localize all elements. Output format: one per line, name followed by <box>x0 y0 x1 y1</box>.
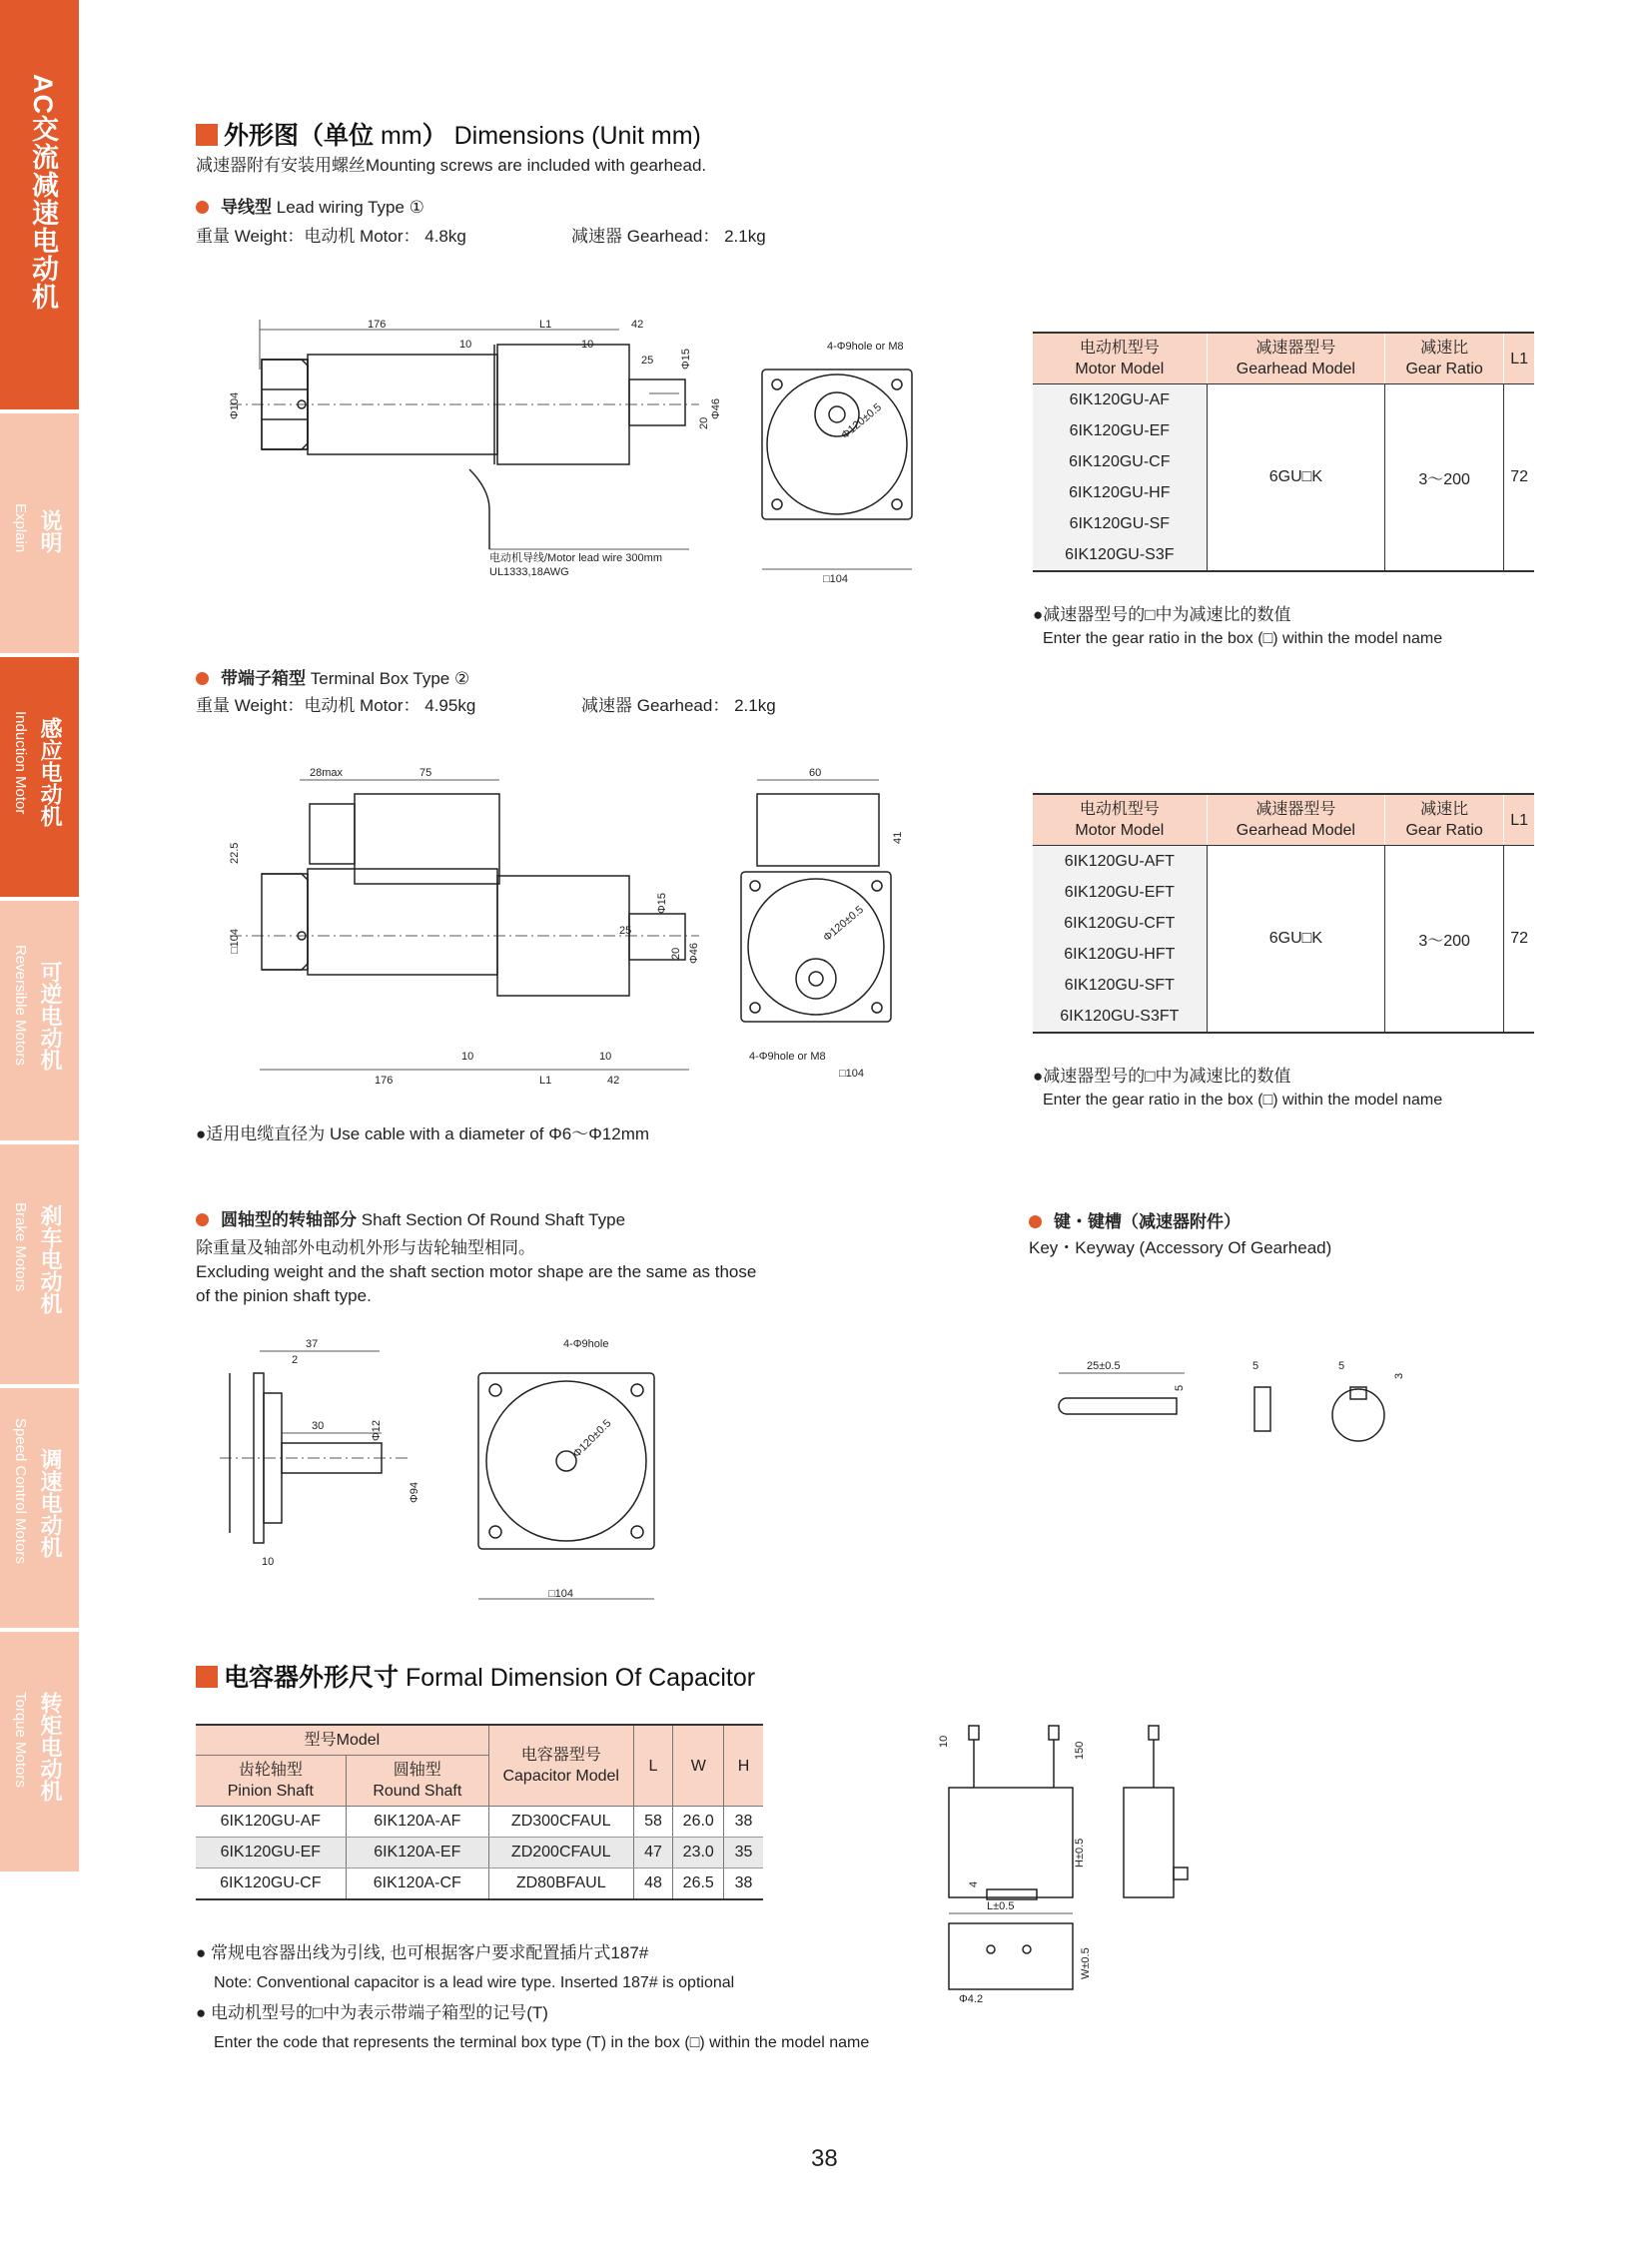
table-row: 6IK120GU-CF <box>1033 446 1534 477</box>
round-shaft-front-drawing <box>473 1333 673 1613</box>
capacitor-table <box>196 1724 763 1900</box>
capacitor-drawing <box>939 1718 1239 2007</box>
col-h: H <box>724 1725 763 1807</box>
sidebar-tab-sublabel: Explain <box>12 503 29 553</box>
table-row: 6IK120GU-CF 6IK120A-CF ZD80BFAUL 48 26.5 38 <box>196 1868 763 1900</box>
table-row: 6IK120GU-CFT <box>1033 908 1534 939</box>
terminal-type-heading: 带端子箱型 Terminal Box Type ② <box>196 667 469 691</box>
svg-text:Φ120±0.5: Φ120±0.5 <box>821 903 867 945</box>
capacitor-note-3: ● 电动机型号的□中为表示带端子箱型的记号(T) <box>196 2003 548 2022</box>
col-round-shaft: 圆轴型 Round Shaft <box>346 1756 488 1807</box>
col-gear-ratio: 减速比 Gear Ratio <box>1385 794 1504 846</box>
svg-text:Φ46: Φ46 <box>710 397 722 419</box>
lead-type-gear-weight: 减速器 Gearhead： 2.1kg <box>571 227 766 246</box>
svg-text:L1: L1 <box>539 319 552 331</box>
terminal-type-front-drawing <box>739 764 939 1084</box>
col-pinion-shaft: 齿轮轴型 Pinion Shaft <box>196 1756 346 1807</box>
svg-text:20: 20 <box>670 947 682 960</box>
sidebar-tab-label: 调速电动机 <box>38 1448 63 1558</box>
svg-text:Φ94: Φ94 <box>409 1481 420 1503</box>
svg-text:4-Φ9hole or M8: 4-Φ9hole or M8 <box>827 341 904 353</box>
terminal-gear-note-en: Enter the gear ratio in the box (□) within the model name <box>1043 1092 1443 1109</box>
round-shaft-line3: of the pinion shaft type. <box>196 1286 372 1305</box>
svg-text:10: 10 <box>459 339 472 351</box>
svg-text:□104: □104 <box>823 573 848 585</box>
svg-text:28max: 28max <box>310 767 344 779</box>
svg-text:UL1333,18AWG: UL1333,18AWG <box>489 566 569 578</box>
sidebar <box>0 0 79 1907</box>
table-row: 6IK120GU-HF <box>1033 477 1534 508</box>
dimensions-note: 减速器附有安装用螺丝Mounting screws are included with gearhead. <box>196 156 707 175</box>
svg-text:Φ104: Φ104 <box>229 391 241 419</box>
svg-text:22.5: 22.5 <box>229 842 241 864</box>
svg-text:10: 10 <box>581 339 594 351</box>
table-row: 6IK120GU-SFT <box>1033 970 1534 1001</box>
svg-text:4-Φ9hole or M8: 4-Φ9hole or M8 <box>749 1051 826 1063</box>
svg-text:10: 10 <box>599 1051 612 1063</box>
svg-text:□104: □104 <box>229 929 241 954</box>
col-capacitor-model: 电容器型号 Capacitor Model <box>488 1725 633 1807</box>
capacitor-title: 电容器外形尺寸 Formal Dimension Of Capacitor <box>196 1658 755 1694</box>
col-gearhead-model: 减速器型号 Gearhead Model <box>1207 794 1384 846</box>
round-shaft-side-drawing <box>220 1333 439 1583</box>
col-gear-ratio: 减速比 Gear Ratio <box>1385 333 1504 384</box>
dimensions-title: 外形图（单位 mm） Dimensions (Unit mm) <box>196 116 701 152</box>
svg-text:37: 37 <box>306 1338 319 1350</box>
svg-text:25: 25 <box>619 925 632 937</box>
svg-text:25±0.5: 25±0.5 <box>1087 1360 1121 1372</box>
sidebar-tab-induction[interactable] <box>0 657 79 897</box>
title-square-icon <box>196 124 218 146</box>
svg-text:□104: □104 <box>839 1068 864 1080</box>
table-row: 6IK120GU-HFT <box>1033 939 1534 970</box>
cable-note: ●适用电缆直径为 Use cable with a diameter of Φ6～Φ12mm <box>196 1124 650 1143</box>
sidebar-tab-label: 可逆电动机 <box>38 961 63 1071</box>
svg-text:L1: L1 <box>539 1075 552 1087</box>
sidebar-tab-sublabel: Torque Motors <box>12 1692 29 1788</box>
table-row: 6IK120GU-AFT 6GU□K 3～200 72 <box>1033 846 1534 878</box>
col-l: L <box>633 1725 673 1807</box>
sidebar-tab-torque[interactable] <box>0 1632 79 1871</box>
capacitor-note-2: Note: Conventional capacitor is a lead wire type. Inserted 187# is optional <box>214 1974 735 1991</box>
table-row: 6IK120GU-EF <box>1033 415 1534 446</box>
svg-text:L±0.5: L±0.5 <box>987 1900 1015 1912</box>
table-row: 6IK120GU-AF 6IK120A-AF ZD300CFAUL 58 26.0 38 <box>196 1807 763 1838</box>
col-model: 型号Model <box>196 1725 488 1756</box>
terminal-type-gear-weight: 减速器 Gearhead： 2.1kg <box>581 696 776 715</box>
svg-text:42: 42 <box>631 319 644 331</box>
col-w: W <box>673 1725 724 1807</box>
svg-text:25: 25 <box>641 355 654 367</box>
sidebar-tab-sublabel: Reversible Motors <box>12 945 29 1066</box>
sidebar-tab-label: 感应电动机 <box>38 717 63 827</box>
svg-text:5: 5 <box>1174 1384 1186 1391</box>
sidebar-tab-sublabel: Brake Motors <box>12 1202 29 1292</box>
svg-text:75: 75 <box>419 767 432 779</box>
svg-text:4: 4 <box>968 1880 980 1887</box>
sidebar-tab-ac[interactable] <box>0 0 79 409</box>
svg-text:H±0.5: H±0.5 <box>1074 1838 1086 1868</box>
svg-text:42: 42 <box>607 1075 620 1087</box>
table-row: 6IK120GU-EFT <box>1033 877 1534 908</box>
sidebar-tab-reversible[interactable] <box>0 901 79 1140</box>
svg-text:60: 60 <box>809 767 822 779</box>
svg-text:Φ46: Φ46 <box>688 942 700 964</box>
svg-text:Φ15: Φ15 <box>680 348 692 370</box>
sidebar-tab-label: 刹车电动机 <box>38 1204 63 1314</box>
lead-type-weight: 重量 Weight：电动机 Motor： 4.8kg <box>196 227 466 246</box>
lead-type-model-table <box>1033 332 1534 572</box>
lead-type-side-drawing <box>220 310 739 589</box>
svg-text:电动机导线/Motor lead wire 300mm: 电动机导线/Motor lead wire 300mm <box>489 552 662 564</box>
table-row: 6IK120GU-EF 6IK120A-EF ZD200CFAUL 47 23.0 35 <box>196 1838 763 1868</box>
col-l1: L1 <box>1504 794 1534 846</box>
svg-text:Φ120±0.5: Φ120±0.5 <box>570 1417 614 1461</box>
col-motor-model: 电动机型号 Motor Model <box>1033 794 1207 846</box>
lead-type-front-drawing <box>757 330 937 589</box>
bullet-icon <box>196 672 209 685</box>
svg-text:Φ12: Φ12 <box>371 1419 383 1441</box>
round-shaft-line1: 除重量及轴部外电动机外形与齿轮轴型相同。 <box>196 1238 535 1257</box>
capacitor-note-1: ● 常规电容器出线为引线, 也可根据客户要求配置插片式187# <box>196 1943 649 1962</box>
sidebar-tab-sublabel: Speed Control Motors <box>12 1418 29 1564</box>
svg-text:3: 3 <box>1393 1372 1405 1379</box>
svg-text:30: 30 <box>312 1420 325 1432</box>
sidebar-tab-brake[interactable] <box>0 1144 79 1384</box>
table-row: 6IK120GU-S3FT <box>1033 1001 1534 1033</box>
sidebar-tab-label: 说明 <box>38 509 63 553</box>
svg-text:W±0.5: W±0.5 <box>1080 1947 1092 1979</box>
svg-text:41: 41 <box>892 831 904 844</box>
svg-text:10: 10 <box>938 1735 950 1748</box>
terminal-type-weight: 重量 Weight：电动机 Motor： 4.95kg <box>196 696 476 715</box>
sidebar-tab-label: 转矩电动机 <box>38 1692 63 1802</box>
svg-text:10: 10 <box>262 1556 275 1568</box>
key-heading-en: Key・Keyway (Accessory Of Gearhead) <box>1029 1238 1332 1257</box>
svg-text:2: 2 <box>292 1354 299 1366</box>
terminal-type-side-drawing <box>220 764 739 1094</box>
svg-text:20: 20 <box>698 416 710 429</box>
table-row: 6IK120GU-AF 6GU□K 3～200 72 <box>1033 384 1534 416</box>
col-gearhead-model: 减速器型号 Gearhead Model <box>1207 333 1384 384</box>
sidebar-tab-speed[interactable] <box>0 1388 79 1628</box>
lead-gear-note-en: Enter the gear ratio in the box (□) within the model name <box>1043 630 1443 647</box>
svg-text:5: 5 <box>1338 1360 1345 1372</box>
lead-gear-note-zh: ●减速器型号的□中为减速比的数值 <box>1033 605 1291 624</box>
page-number: 38 <box>811 2145 838 2172</box>
svg-text:Φ15: Φ15 <box>656 892 668 914</box>
capacitor-note-4: Enter the code that represents the terminal box type (T) in the box (□) within the model name <box>214 2034 870 2051</box>
sidebar-tab-sublabel: Induction Motor <box>12 711 29 815</box>
svg-text:5: 5 <box>1252 1360 1259 1372</box>
bullet-icon <box>196 201 209 214</box>
round-shaft-heading: 圆轴型的转轴部分 Shaft Section Of Round Shaft Type <box>196 1208 625 1232</box>
svg-text:□104: □104 <box>548 1588 573 1600</box>
svg-text:176: 176 <box>375 1075 394 1087</box>
col-motor-model: 电动机型号 Motor Model <box>1033 333 1207 384</box>
bullet-icon <box>196 1213 209 1226</box>
title-square-icon <box>196 1666 218 1688</box>
svg-text:Φ4.2: Φ4.2 <box>959 1993 984 2005</box>
sidebar-tab-label: AC交流减速电动机 <box>28 74 58 311</box>
table-row: 6IK120GU-SF <box>1033 508 1534 539</box>
key-heading: 键・键槽（减速器附件） <box>1029 1210 1240 1234</box>
svg-text:4-Φ9hole: 4-Φ9hole <box>563 1338 609 1350</box>
svg-text:176: 176 <box>368 319 387 331</box>
svg-text:10: 10 <box>461 1051 474 1063</box>
round-shaft-line2: Excluding weight and the shaft section motor shape are the same as those <box>196 1262 757 1281</box>
svg-text:150: 150 <box>1074 1741 1086 1760</box>
terminal-gear-note-zh: ●减速器型号的□中为减速比的数值 <box>1033 1067 1291 1086</box>
key-drawing <box>1057 1343 1456 1443</box>
col-l1: L1 <box>1504 333 1534 384</box>
lead-type-heading: 导线型 Lead wiring Type ① <box>196 196 424 220</box>
svg-text:Φ120±0.5: Φ120±0.5 <box>839 400 885 442</box>
table-row: 6IK120GU-S3F <box>1033 539 1534 571</box>
bullet-icon <box>1029 1215 1042 1228</box>
sidebar-tab-explain[interactable] <box>0 413 79 653</box>
terminal-type-model-table <box>1033 793 1534 1034</box>
